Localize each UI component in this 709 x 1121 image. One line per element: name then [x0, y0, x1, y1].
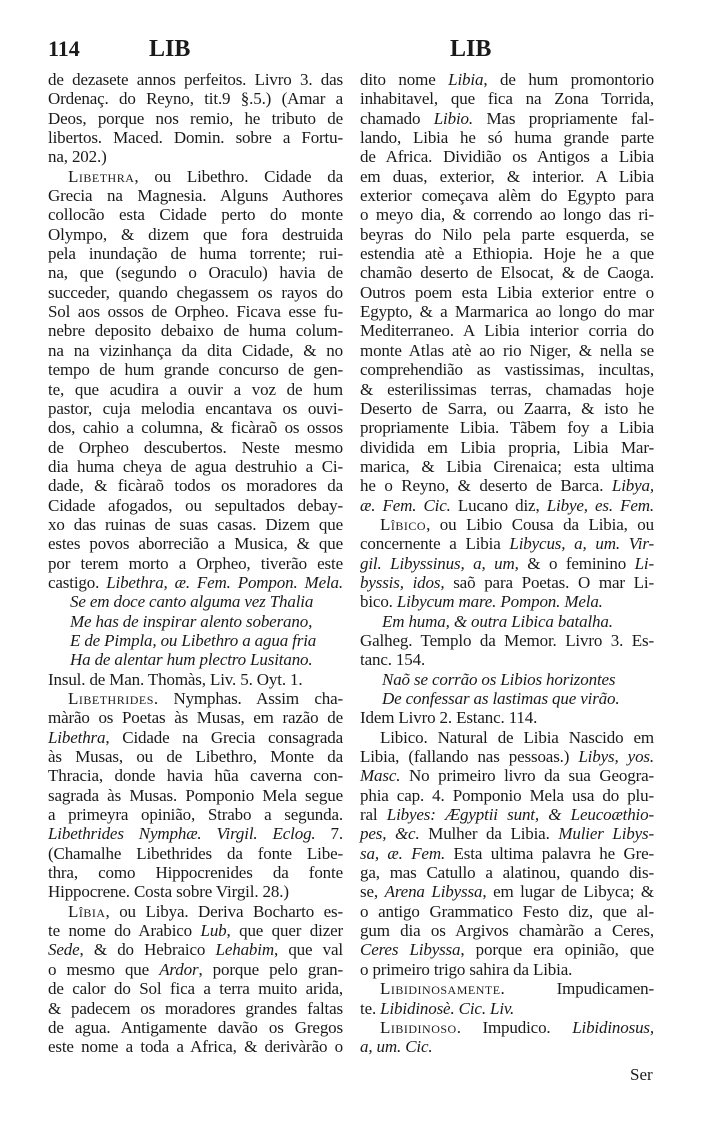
italic-text: Libethra, æ. Fem. Pompon. Mela.: [106, 572, 343, 592]
italic-text: Ceres Libyssa: [360, 940, 461, 960]
text: tanc. 154.: [360, 650, 426, 670]
text: & padecem os moradores grandes faltas: [48, 998, 343, 1018]
text: Ordenaç. do Reyno, tit.9 §.5.) (Amar a: [48, 89, 343, 109]
text-line: [48, 360, 343, 379]
text-line: [48, 1018, 343, 1037]
text: Grecia na Magnesia. Alguns Authores: [48, 186, 343, 206]
text-line: [48, 89, 343, 108]
italic-text: Libya,: [611, 476, 654, 496]
text: thra, como Hippocrenides da fonte: [48, 863, 343, 883]
text: Lucano diz,: [450, 495, 547, 515]
text-line: [360, 109, 654, 128]
text: pela inundação de huma torrente; rui-: [48, 244, 343, 264]
text: comprehendião as vastissimas, incultas,: [360, 360, 654, 380]
text: beyras do Nilo pela parte esquerda, se: [360, 224, 654, 244]
text-line: [48, 476, 343, 495]
text: às Musas, ou de Libethro, Monte da: [48, 747, 343, 767]
text: estendia atè a Ethiopia. Hoje he a que: [360, 244, 654, 264]
italic-text: Arena Libyssa: [384, 882, 483, 902]
text-line: [48, 708, 343, 727]
text-line: [360, 418, 654, 437]
text: te nome do Arabico: [48, 921, 201, 941]
text-line: [48, 844, 343, 863]
text-line: [360, 960, 654, 979]
verse-line: [360, 670, 654, 689]
text: por terem morto a Orpheo, tiverão este: [48, 553, 343, 573]
text: , Cidade na Grecia consagrada: [105, 727, 343, 747]
left-column: [48, 70, 343, 1057]
text: Esta ultima palavra he Gre-: [445, 843, 655, 863]
text: em duas, exterior, & interior. A Libia: [360, 166, 654, 186]
italic-text: Libidinosus,: [572, 1017, 654, 1037]
italic-text: Masc.: [360, 766, 401, 786]
text: dia huma cheya de agua destruhio a Ci-: [48, 456, 343, 476]
text-line: [360, 205, 654, 224]
text-line: [48, 786, 343, 805]
text-line: [48, 515, 343, 534]
text: tempo de hum grande concurso de gen-: [48, 360, 343, 380]
text-line: [48, 457, 343, 476]
text: Insul. de Man. Thomàs, Liv. 5. Oyt. 1.: [48, 669, 303, 689]
text-line: [360, 554, 654, 573]
running-head-left: LIB: [149, 36, 191, 62]
text: , de hum promontorio: [483, 70, 655, 89]
text: . Nymphas. Assim cha-: [153, 689, 343, 708]
headword: Libidinoso: [380, 1017, 457, 1037]
italic-text: Ardor: [159, 959, 199, 979]
italic-text: Lehabim: [215, 940, 274, 960]
text-line: [360, 747, 654, 766]
text-line: [360, 863, 654, 882]
verse-line: [360, 612, 654, 631]
text: , porque era opinião, que: [460, 940, 654, 960]
italic-text: Libethrides Nymphæ. Virgil. Eclog.: [48, 824, 316, 844]
text-line: [48, 747, 343, 766]
text: estes povos aborrecião a Musica, & que: [48, 534, 343, 554]
headword: Libethra: [68, 166, 135, 186]
headword: Libidinosamente: [380, 979, 501, 999]
italic-text: Libia: [448, 70, 484, 89]
text: de calor do Sol fica a terra muito arida,: [48, 979, 343, 999]
verse-line: [48, 631, 343, 650]
text: dos, cahio a columna, & ficàraõ os ossos: [48, 418, 343, 438]
text: succeder, quando chegassem os rayos do: [48, 282, 343, 302]
text: xo das ruinas de suas casas. Dizem que: [48, 514, 343, 534]
verse-line: [48, 592, 343, 611]
text: Olympo, & dizem que fora destruida: [48, 224, 343, 244]
text-line: [360, 573, 654, 592]
text-line: [48, 1037, 343, 1056]
italic-text: Libye, es. Fem.: [546, 495, 655, 515]
text-line: [360, 882, 654, 901]
text: libertos. Maced. Domin. sobre a Fortu-: [48, 128, 343, 148]
text: ga, mas Catullo a alatinou, quando dis-: [360, 863, 654, 883]
text-line: [360, 147, 654, 166]
text: Sol aos ossos de Orpheo. Ficava esse fu-: [48, 302, 343, 322]
text-line: [48, 283, 343, 302]
text: 7.: [315, 824, 343, 844]
page-number: 114: [48, 36, 80, 61]
italic-text: a, um. Cic.: [360, 1037, 433, 1057]
text: de dezasete annos perfeitos. Livro 3. das: [48, 70, 343, 89]
text-line: [48, 418, 343, 437]
text: . Impudico.: [456, 1017, 573, 1037]
right-column: [360, 70, 654, 1057]
text-line: [48, 186, 343, 205]
entry-headword-line: [48, 902, 343, 921]
text: concernente a Libia: [360, 534, 510, 554]
text-line: [360, 128, 654, 147]
headword: Libethrides: [68, 689, 154, 708]
text: Thracia, donde havia hũa caverna con-: [48, 766, 343, 786]
text: (Chamalhe Libethrides da fonte Libe-: [48, 843, 343, 863]
text-line: [48, 940, 343, 959]
italic-text: Libycum mare. Pompon. Mela.: [396, 592, 603, 612]
text-line: [360, 380, 654, 399]
text-line: [360, 496, 654, 515]
text-line: [360, 302, 654, 321]
text-line: [360, 650, 654, 669]
verse-text: Naõ se corrão os Libios horizontes: [382, 669, 616, 689]
italic-text: byssis, idos,: [360, 572, 445, 592]
italic-text: æ. Fem. Cic.: [360, 495, 451, 515]
text: sagrada às Musas. Pomponio Mela segue: [48, 785, 343, 805]
text: nebre deposito debaixo de huma colum-: [48, 321, 343, 341]
italic-text: Libethra: [48, 727, 106, 747]
verse-line: [48, 612, 343, 631]
text-line: [48, 979, 343, 998]
text: se,: [360, 882, 385, 902]
text: pastor, cuja melodia encantava os ouvi-: [48, 398, 343, 418]
text-line: [360, 940, 654, 959]
verse-text: Ha de alentar hum plectro Lusitano.: [70, 650, 313, 670]
text-line: [48, 670, 343, 689]
text-line: [360, 534, 654, 553]
text: Mulher da Libia.: [419, 824, 559, 844]
text: chamão deserto de Elsocat, & de Caoga.: [360, 263, 654, 283]
text-line: [48, 263, 343, 282]
text: a primeyra opinião, Strabo a segunda.: [48, 805, 343, 825]
text: este nome a toda a Africa, & derivàrão o: [48, 1037, 343, 1057]
text: & esterilissimas terras, chamadas hoje: [360, 379, 654, 399]
text-line: [360, 70, 654, 89]
italic-text: Lub: [200, 921, 227, 941]
verse-line: [48, 650, 343, 669]
text: Galheg. Templo da Memor. Livro 3. Es-: [360, 630, 654, 650]
text: gum dia os Argivos chamàrão a Ceres,: [360, 921, 654, 941]
text: & o feminino: [518, 553, 635, 573]
text-line: [48, 128, 343, 147]
text-line: [48, 438, 343, 457]
text-line: [360, 263, 654, 282]
text-line: [360, 89, 654, 108]
text-line: [360, 225, 654, 244]
catchword: Ser: [630, 1065, 653, 1084]
italic-text: sa, æ. Fem.: [360, 843, 446, 863]
text: monte Atlas atè ao rio Niger, & nella se: [360, 340, 654, 360]
text-line: [360, 824, 654, 843]
text: , & do Hebraico: [79, 940, 216, 960]
text: o mesmo que: [48, 959, 160, 979]
text: collocão esta Cidade perto do monte: [48, 205, 343, 225]
text-line: [360, 786, 654, 805]
text-line: [48, 999, 343, 1018]
text: , porque pelo gran-: [198, 959, 344, 979]
entry-headword-line: [360, 515, 654, 534]
running-head-right: LIB: [450, 36, 492, 62]
text: dividida em Libia propria, Libia Mar-: [360, 437, 654, 457]
text-line: [360, 399, 654, 418]
text-line: [48, 205, 343, 224]
text-line: [48, 244, 343, 263]
text: na, 202.): [48, 147, 107, 167]
text: Deserto de Sarra, ou Zaarra, & isto he: [360, 398, 654, 418]
italic-text: pes, &c.: [360, 824, 420, 844]
headword: Lîbico: [380, 514, 427, 534]
text: o antigo Grammatico Festo diz, que al-: [360, 901, 654, 921]
text: Cidade afogados, ou sepultados debay-: [48, 495, 343, 515]
text-line: [360, 921, 654, 940]
text: . Impudicamen-: [500, 979, 654, 999]
text-line: [360, 186, 654, 205]
text-line: [48, 399, 343, 418]
text-line: [360, 766, 654, 785]
text: lando, Libia he só huma grande parte: [360, 128, 654, 148]
italic-text: Libys, yos.: [578, 747, 654, 767]
italic-text: Mulier Libys-: [558, 824, 654, 844]
text-line: [48, 554, 343, 573]
text: Mediterraneo. A Libia interior corria do: [360, 321, 654, 341]
text-line: [48, 147, 343, 166]
text: chamado: [360, 108, 434, 128]
text: bico.: [360, 592, 397, 612]
text-line: [360, 167, 654, 186]
text-line: [48, 302, 343, 321]
text-line: [360, 360, 654, 379]
text: , em lugar de Libyca; &: [482, 882, 654, 902]
text-line: [48, 70, 343, 89]
text: Mas propriamente fal-: [473, 108, 654, 128]
text: te.: [360, 998, 381, 1018]
text-line: [48, 341, 343, 360]
italic-text: Sede: [48, 940, 80, 960]
text: castigo.: [48, 572, 107, 592]
text-line: [360, 244, 654, 263]
text: , ou Libethro. Cidade da: [134, 166, 343, 186]
text-line: [48, 863, 343, 882]
text: na, que (segundo o Oraculo) havia de: [48, 263, 343, 283]
text: màrão os Poetas às Musas, em razão de: [48, 708, 343, 728]
text-line: [360, 844, 654, 863]
text: propriamente Libia. Tãbem foy a Libia: [360, 418, 654, 438]
text: , que val: [273, 940, 344, 960]
text-line: [48, 573, 343, 592]
verse-text: Em huma, & outra Libica batalha.: [382, 611, 613, 631]
entry-headword-line: [48, 167, 343, 186]
text: dade, & ficàraõ todos os moradores da: [48, 476, 343, 496]
entry-headword-line: [360, 979, 654, 998]
text-line: [360, 631, 654, 650]
text-line: [360, 902, 654, 921]
text-line: [48, 225, 343, 244]
verse-line: [360, 689, 654, 708]
text: phia cap. 4. Pomponio Mela usa do plu-: [360, 785, 654, 805]
text-line: [360, 341, 654, 360]
text: Hippocrene. Costa sobre Virgil. 28.): [48, 882, 289, 902]
verse-text: E de Pimpla, ou Libethro a agua fria: [70, 630, 317, 650]
text: ral: [360, 805, 387, 825]
italic-text: Libyes: Ægyptii sunt, & Leucoæthio-: [386, 805, 654, 825]
text: de agua. Antigamente davão os Gregos: [48, 1017, 343, 1037]
entry-headword-line: [360, 1018, 654, 1037]
text-line: [48, 321, 343, 340]
text: dito nome: [360, 70, 449, 89]
text-line: [360, 476, 654, 495]
italic-text: Li-: [634, 553, 654, 573]
text-line: [48, 960, 343, 979]
text-line: [48, 109, 343, 128]
text-line: [48, 728, 343, 747]
text: Idem Livro 2. Estanc. 114.: [360, 708, 538, 728]
text-line: [360, 805, 654, 824]
text-line: [360, 728, 654, 747]
text-line: [360, 592, 654, 611]
text: Deos, porque nos remio, he tributo de: [48, 108, 343, 128]
text: de Orpheo descubertos. Neste mesmo: [48, 437, 343, 457]
italic-text: Libidinosè. Cic. Liv.: [380, 998, 515, 1018]
text: o meyo dia, & correndo ao longo das ri-: [360, 205, 654, 225]
headword: Lîbia: [68, 901, 106, 921]
text: No primeiro livro da sua Geogra-: [400, 766, 654, 786]
verse-text: De confessar as lastimas que virão.: [382, 689, 620, 708]
text-line: [360, 321, 654, 340]
text-line: [360, 457, 654, 476]
text-line: [48, 380, 343, 399]
text: te, que acudira a ouvir a voz de hum: [48, 379, 343, 399]
text-line: [360, 708, 654, 727]
text-line: [48, 805, 343, 824]
text: Libia, (fallando nas pessoas.): [360, 747, 579, 767]
text-line: [360, 438, 654, 457]
text-line: [360, 999, 654, 1018]
text: Libico. Natural de Libia Nascido em: [380, 727, 654, 747]
text: he o Reyno, & deserto de Barca.: [360, 476, 612, 496]
italic-text: Libio.: [433, 108, 474, 128]
text: saõ para Poetas. O mar Li-: [444, 572, 654, 592]
verse-text: Se em doce canto alguma vez Thalia: [70, 592, 314, 612]
text-line: [360, 1037, 654, 1056]
text: na na vizinhança da dita Cidade, & no: [48, 340, 343, 360]
text-line: [48, 766, 343, 785]
text-line: [48, 534, 343, 553]
text-line: [48, 921, 343, 940]
text: exterior começava alèm do Egypto para: [360, 186, 654, 206]
text-line: [360, 283, 654, 302]
text-line: [48, 882, 343, 901]
text: de Africa. Dividião os Antigos a Libia: [360, 147, 654, 167]
text: Outros poem esta Libia exterior entre o: [360, 282, 654, 302]
text: o primeiro trigo sahira da Libia.: [360, 959, 573, 979]
text: , ou Libya. Deriva Bocharto es-: [105, 901, 343, 921]
text: , que quer dizer: [226, 921, 343, 941]
text: , ou Libio Cousa da Libia, ou: [426, 514, 654, 534]
entry-headword-line: [48, 689, 343, 708]
text-line: [48, 496, 343, 515]
text: inhabitavel, que fica na Zona Torrida,: [360, 89, 654, 109]
verse-text: Me has de inspirar alento soberano,: [70, 611, 313, 631]
text-line: [48, 824, 343, 843]
text: Egypto, & a Marmarica ao longo do mar: [360, 302, 654, 322]
text: marica, & Libia Cirenaica; esta ultima: [360, 456, 654, 476]
italic-text: Libycus, a, um. Vir-: [509, 534, 654, 554]
italic-text: gil. Libyssinus, a, um,: [360, 553, 519, 573]
